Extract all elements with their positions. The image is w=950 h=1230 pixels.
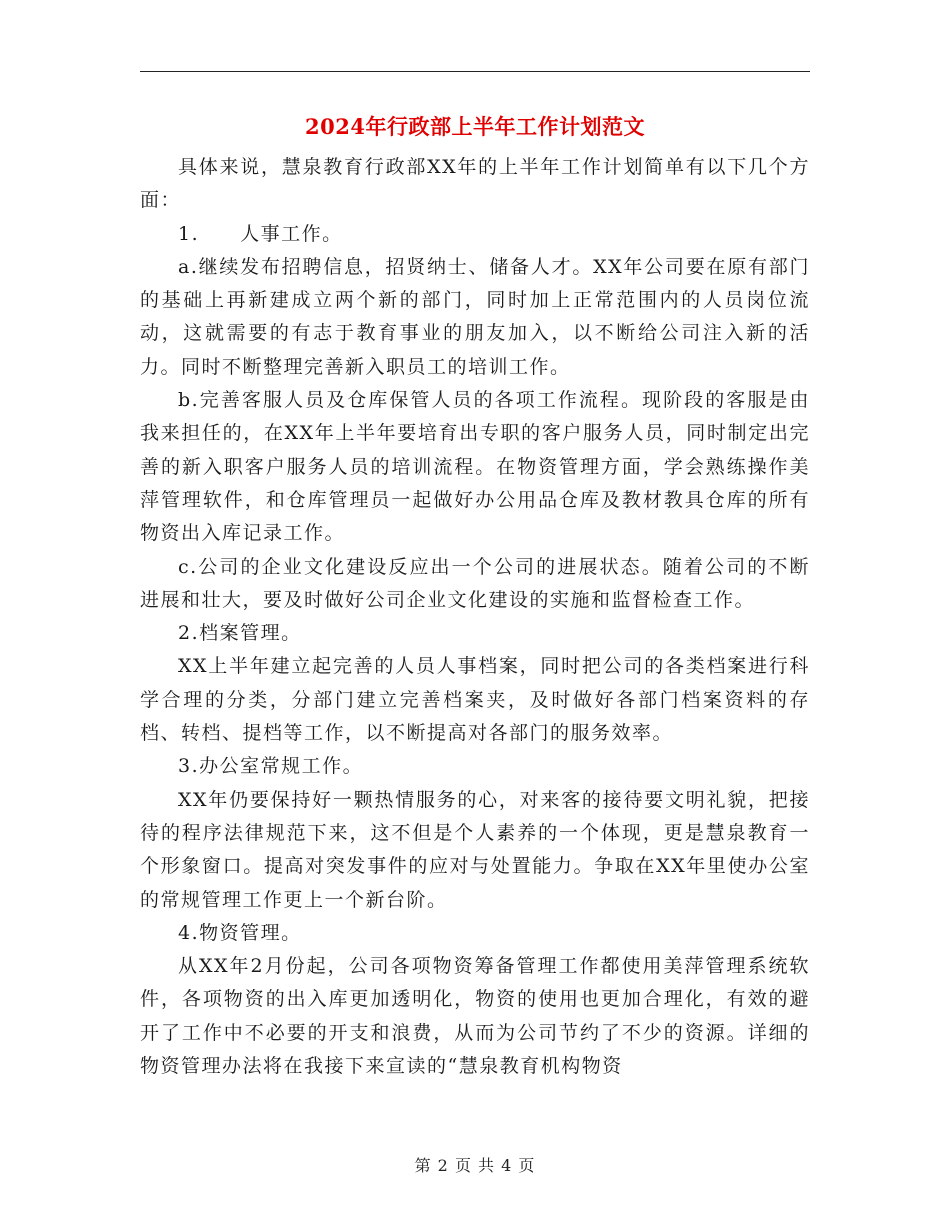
heading-materials: 4.物资管理。 — [178, 921, 302, 944]
document-title: 2024年行政部上半年工作计划范文 — [305, 114, 645, 139]
paragraph-materials: 从XX年2月份起，公司各项物资筹备管理工作都使用美萍管理系统软件，各项物资的出入库更加透明化，物资的使用也更加合理化，有效的避开了工作中不必要的开支和浪费，从而为公司节约了不少的资源。详细的物资管理办法将在我接下来宣读的“慧泉教育机构物资 — [140, 955, 810, 1078]
paragraph-office-routine: XX年仍要保持好一颗热情服务的心，对来客的接待要文明礼貌，把接待的程序法律规范下来，这不但是个人素养的一个体现，更是慧泉教育一个形象窗口。提高对突发事件的应对与处置能力。争取在XX年里使办公室的常规管理工作更上一个新台阶。 — [140, 788, 810, 911]
paragraph-recruitment: a.继续发布招聘信息，招贤纳士、储备人才。XX年公司要在原有部门的基础上再新建成立两个新的部门，同时加上正常范围内的人员岗位流动，这就需要的有志于教育事业的朋友加入，以不断给公司注入新的活力。同时不断整理完善新入职员工的培训工作。 — [140, 255, 810, 378]
header-rule — [140, 71, 810, 72]
paragraph-archives: XX上半年建立起完善的人员人事档案，同时把公司的各类档案进行科学合理的分类，分部门建立完善档案夹，及时做好各部门档案资料的存档、转档、提档等工作，以不断提高对各部门的服务效率。 — [140, 655, 810, 745]
paragraph-intro: 具体来说，慧泉教育行政部XX年的上半年工作计划简单有以下几个方面： — [140, 156, 810, 212]
paragraph-corporate-culture: c.公司的企业文化建设反应出一个公司的进展状态。随着公司的不断进展和壮大，要及时做好公司企业文化建设的实施和监督检查工作。 — [140, 555, 810, 611]
heading-office-routine: 3.办公室常规工作。 — [178, 755, 364, 778]
page-number: 第 2 页 共 4 页 — [414, 1156, 536, 1175]
heading-archives: 2.档案管理。 — [178, 622, 302, 645]
heading-personnel: 1. 人事工作。 — [178, 222, 343, 245]
document-body — [140, 151, 810, 1083]
paragraph-customer-service: b.完善客服人员及仓库保管人员的各项工作流程。现阶段的客服是由我来担任的，在XX年上半年要培育出专职的客户服务人员，同时制定出完善的新入职客户服务人员的培训流程。在物资管理方面，学会熟练操作美萍管理软件，和仓库管理员一起做好办公用品仓库及教材教具仓库的所有物资出入库记录工作。 — [140, 389, 810, 545]
